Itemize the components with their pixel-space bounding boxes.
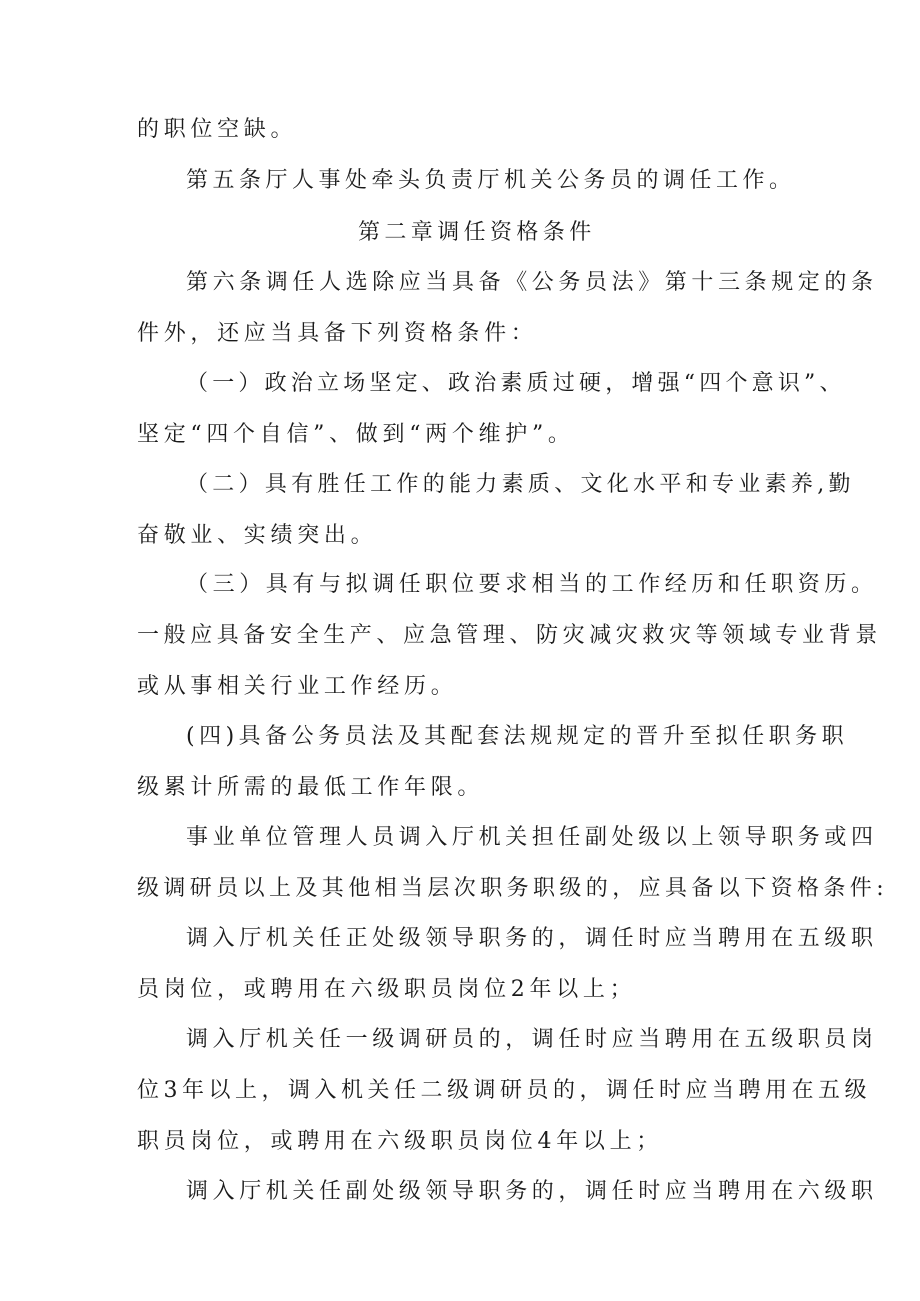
list-item-4-line: (四)具备公务员法及其配套法规规定的晋升至拟任职务职 — [186, 724, 849, 749]
list-item-3-line: （三）具有与拟调任职位要求相当的工作经历和任职资历。 — [186, 572, 878, 597]
paragraph-line: 级调研员以上及其他相当层次职务职级的，应具备以下资格条件: — [137, 876, 889, 901]
article-5-line: 第五条厅人事处牵头负责厅机关公务员的调任工作。 — [186, 168, 796, 193]
list-item-1-line: （一）政治立场坚定、政治素质过硬，增强“四个意识”、 — [186, 371, 846, 396]
paragraph-line: 坚定“四个自信”、做到“两个维护”。 — [137, 422, 575, 447]
list-item-2-line: （二）具有胜任工作的能力素质、文化水平和专业素养,勤 — [186, 472, 855, 497]
paragraph-line: 位3年以上，调入机关任二级调研员的，调任时应当聘用在五级 — [137, 1078, 871, 1103]
paragraph-line: 调入厅机关任一级调研员的，调任时应当聘用在五级职员岗 — [186, 1027, 878, 1052]
paragraph-line: 件外，还应当具备下列资格条件： — [137, 321, 538, 346]
paragraph-line: 的职位空缺。 — [137, 117, 298, 142]
paragraph-line: 或从事相关行业工作经历。 — [137, 674, 458, 699]
chapter-heading: 第二章调任资格条件 — [358, 220, 596, 245]
paragraph-line: 调入厅机关任副处级领导职务的，调任时应当聘用在六级职 — [186, 1179, 878, 1204]
article-6-line: 第六条调任人选除应当具备《公务员法》第十三条规定的条 — [186, 270, 878, 295]
paragraph-line: 级累计所需的最低工作年限。 — [137, 775, 485, 800]
paragraph-line: 调入厅机关任正处级领导职务的，调任时应当聘用在五级职 — [186, 926, 878, 951]
paragraph-line: 职员岗位，或聘用在六级职员岗位4年以上； — [137, 1129, 663, 1154]
paragraph-line: 事业单位管理人员调入厅机关担任副处级以上领导职务或四 — [186, 825, 878, 850]
paragraph-line: 奋敬业、实绩突出。 — [137, 523, 378, 548]
paragraph-line: 员岗位，或聘用在六级职员岗位2年以上； — [137, 977, 637, 1002]
paragraph-line: 一般应具备安全生产、应急管理、防灾减灾救灾等领域专业背景 — [137, 623, 882, 648]
